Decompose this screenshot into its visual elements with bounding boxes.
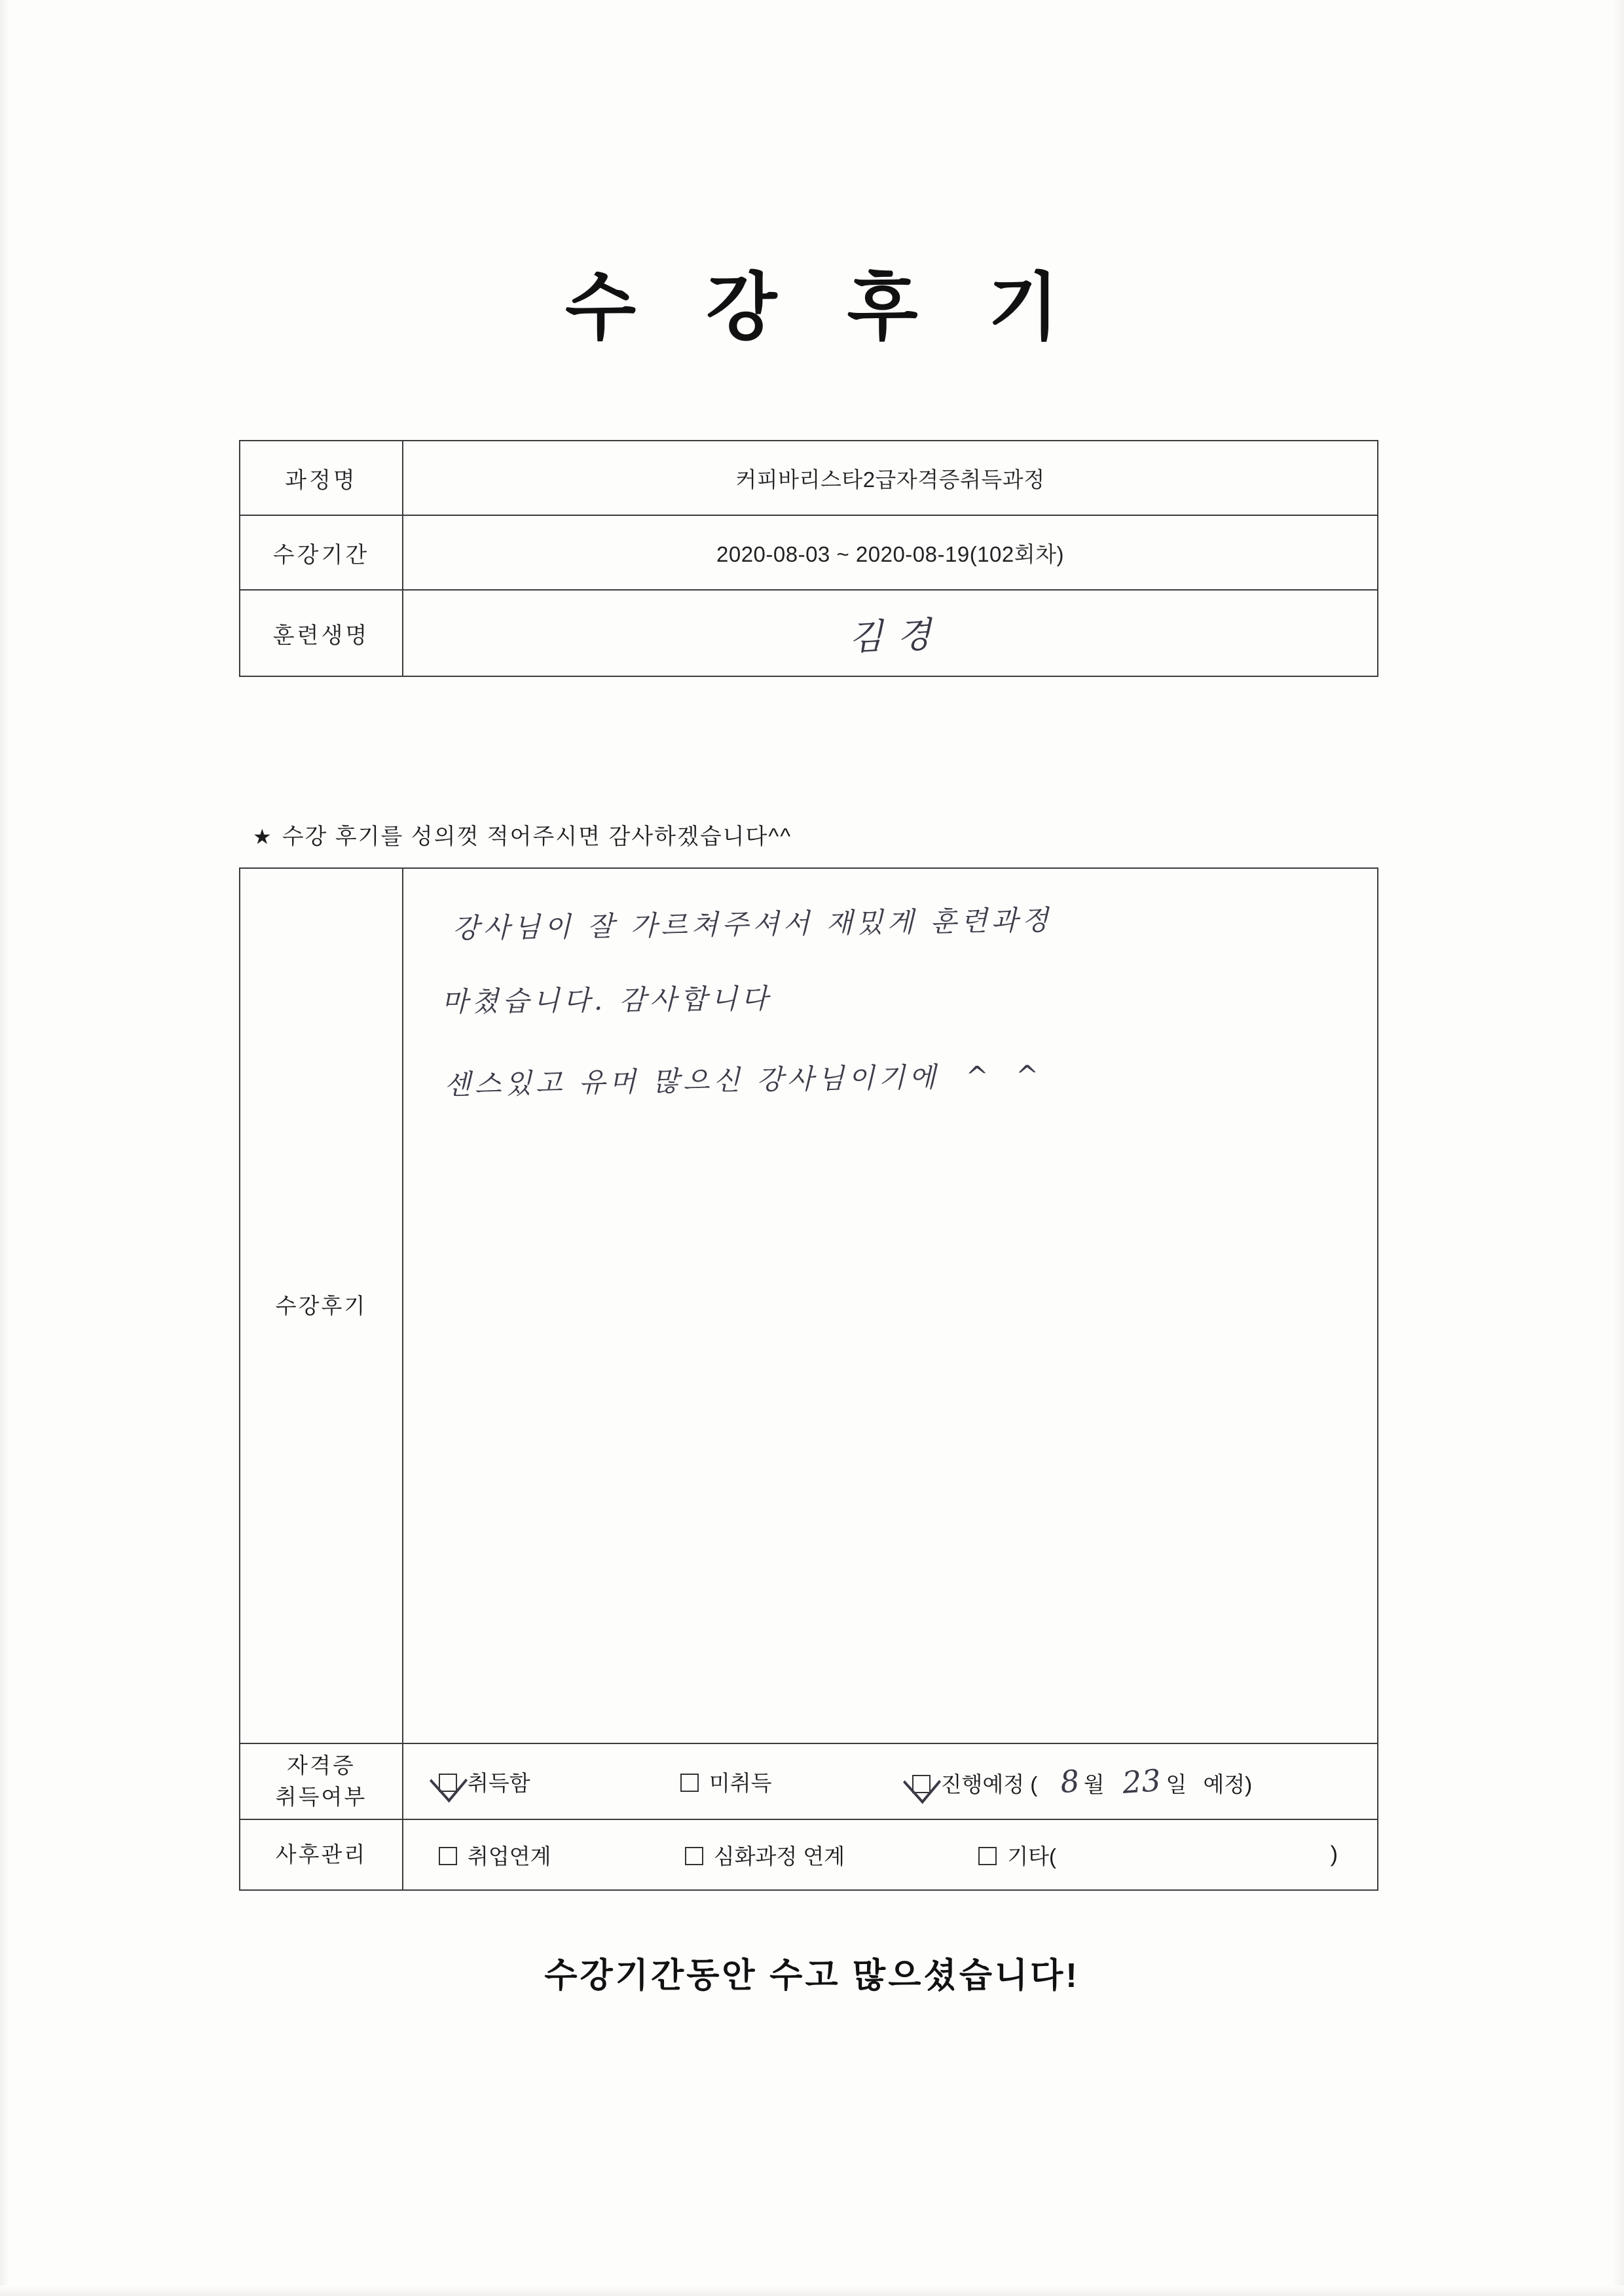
checkbox-option-acquired[interactable]: [439, 1766, 530, 1797]
other-close-paren: ): [1330, 1842, 1338, 1867]
info-label-course-name: 과정명: [240, 441, 403, 515]
checkbox-icon-acquired[interactable]: [439, 1774, 457, 1792]
checkbox-icon-in-progress[interactable]: [912, 1775, 931, 1793]
scan-edge-bottom: [0, 2286, 1624, 2296]
checkbox-option-other[interactable]: [978, 1840, 1056, 1870]
checkbox-option-not-acquired[interactable]: [680, 1766, 772, 1797]
certificate-row: [240, 1743, 1378, 1819]
handwritten-line-1: 강사님이 잘 가르쳐주셔서 재밌게 훈련과정: [452, 903, 1053, 945]
info-label-period: 수강기간: [240, 515, 403, 590]
review-request-note: [253, 818, 792, 850]
scheduled-suffix-label: 예정): [1203, 1772, 1253, 1796]
checkbox-label-not-acquired: 미취득: [709, 1770, 772, 1795]
star-icon: ★: [253, 825, 273, 848]
day-unit-label: 일: [1166, 1772, 1187, 1796]
table-row: [240, 590, 1378, 676]
info-value-period: 2020-08-03 ~ 2020-08-19(102회차): [403, 515, 1378, 590]
checkbox-label-advanced-course: 심화과정 연계: [713, 1844, 845, 1868]
review-table: [239, 867, 1378, 1891]
certificate-options-cell: [403, 1743, 1378, 1819]
checkbox-label-acquired: 취득함: [468, 1770, 530, 1795]
month-unit-label: 월: [1083, 1772, 1105, 1796]
info-label-trainee-name: 훈련생명: [240, 590, 403, 676]
checkbox-label-other: 기타(: [1007, 1844, 1057, 1868]
review-row-label: 수강후기: [240, 868, 403, 1743]
followup-options-cell: [403, 1819, 1378, 1890]
handwritten-trainee-name: 김 경: [847, 613, 933, 658]
followup-row-label: 사후관리: [240, 1819, 403, 1890]
handwriting-block: [403, 869, 1377, 1743]
checkbox-icon-job-placement[interactable]: [439, 1847, 457, 1865]
table-row: [240, 441, 1378, 515]
certificate-label-line1: 자격증: [287, 1753, 356, 1778]
info-value-trainee-name: [403, 590, 1378, 676]
footer-message: 수강기간동안 수고 많으셨습니다!: [544, 1957, 1080, 1995]
handwritten-scheduled-day: 23: [1121, 1762, 1162, 1800]
review-handwritten-area[interactable]: [403, 868, 1378, 1743]
info-value-course-name: 커피바리스타2급자격증취득과정: [403, 441, 1378, 515]
checkbox-label-job-placement: 취업연계: [468, 1844, 551, 1868]
handwritten-line-2: 마쳤습니다. 감사합니다: [441, 982, 772, 1018]
handwritten-line-3-text: 센스있고 유머 많으신 강사님이기에: [443, 1061, 940, 1101]
checkbox-icon-not-acquired[interactable]: [680, 1774, 699, 1792]
review-request-text: 수강 후기를 성의껏 적어주시면 감사하겠습니다^^: [282, 824, 792, 849]
checkbox-label-in-progress: 진행예정 (: [940, 1772, 1038, 1796]
checkbox-icon-advanced-course[interactable]: [685, 1847, 703, 1865]
certificate-label-line2: 취득여부: [275, 1785, 367, 1809]
followup-row: [240, 1819, 1378, 1890]
checkbox-option-advanced-course[interactable]: [685, 1840, 845, 1870]
handwritten-line-3: [444, 1054, 1048, 1102]
review-body-row: [240, 868, 1378, 1743]
certificate-row-label: [240, 1743, 403, 1819]
table-row: [240, 515, 1378, 590]
checkbox-icon-other[interactable]: [978, 1847, 997, 1865]
page-title: 수 강 후 기: [564, 266, 1084, 348]
checkbox-option-job-placement[interactable]: [439, 1840, 551, 1870]
course-info-table: [239, 440, 1378, 677]
smiley-mark: ^ ^: [965, 1059, 1048, 1093]
checkbox-option-in-progress[interactable]: [912, 1764, 1253, 1799]
handwritten-scheduled-month: 8: [1058, 1762, 1082, 1800]
